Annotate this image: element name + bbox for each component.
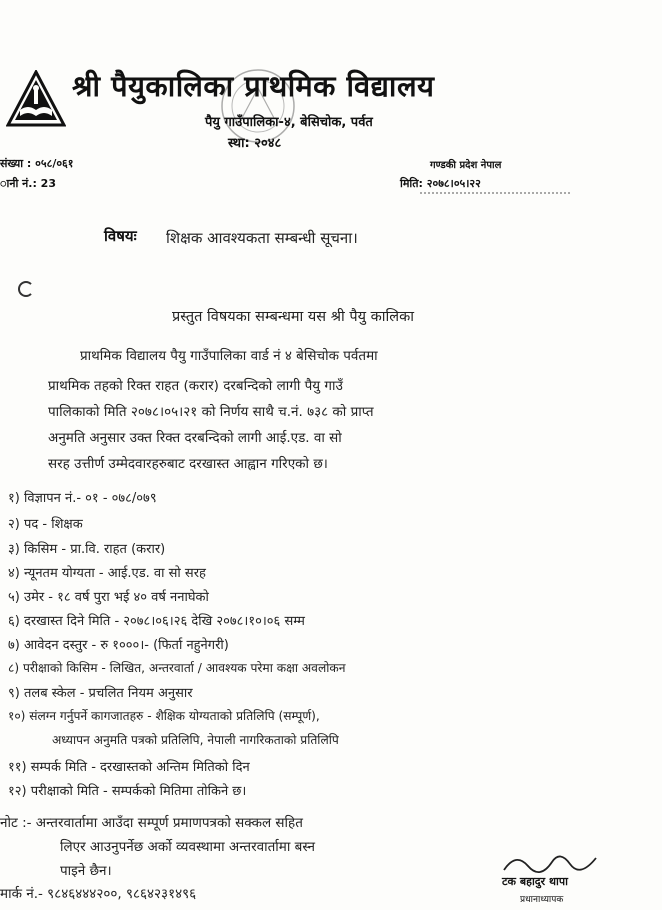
subject-label: विषयः <box>104 227 137 245</box>
body-line-4: पालिकाको मिति २०७८।०५।२१ को निर्णय साथै च.नं. ७३८ को प्राप्त <box>48 404 374 420</box>
school-logo <box>6 70 66 130</box>
letter-number: संख्या : ०५८/०६१ <box>0 157 74 170</box>
established-year: स्था: २०४८ <box>228 136 282 151</box>
item-qualification: ४) न्यूनतम योग्यता - आई.एड. वा सो सरह <box>8 566 206 581</box>
item-exam-date: १२) परीक्षाको मिति - सम्पर्कको मितिमा तोकिने छ। <box>8 784 247 799</box>
item-type: ३) किसिम - प्रा.वि. राहत (करार) <box>8 542 166 557</box>
item-fee: ७) आवेदन दस्तुर - रु १०००।- (फिर्ता नहुनेगरी) <box>8 638 229 653</box>
school-address: पैयु गाउँपालिका-४, बेसिचोक, पर्वत <box>205 115 373 130</box>
province-name: गण्डकी प्रदेश नेपाल <box>430 160 502 171</box>
signatory-title: प्रधानाध्यापक <box>520 895 564 905</box>
body-line-2: प्राथमिक विद्यालय पैयु गाउँपालिका वार्ड नं ४ बेसिचोक पर्वतमा <box>80 348 378 364</box>
item-documents: १०) संलग्न गर्नुपर्ने कागजातहरु - शैक्षिक योग्यताको प्रतिलिपि (सम्पूर्ण), <box>8 709 320 723</box>
signatory-name: टक बहादुर थापा <box>502 875 568 888</box>
item-documents-cont: अध्यापन अनुमति पत्रको प्रतिलिपि, नेपाली नागरिकताको प्रतिलिपि <box>52 733 339 747</box>
item-advertisement-no: १) विज्ञापन नं.- ०१ - ०७८/०७९ <box>8 491 157 506</box>
item-exam-type: ८) परीक्षाको किसिम - लिखित, अन्तरवार्ता / आवश्यक परेमा कक्षा अवलोकन <box>8 661 346 675</box>
date-underline <box>420 190 580 196</box>
note-line-3: पाइने छैन। <box>60 863 112 879</box>
note-line-1: नोट :- अन्तरवार्तामा आउँदा सम्पूर्ण प्रमाणपत्रको सक्कल सहित <box>0 815 303 831</box>
book-lamp-logo-icon <box>6 70 66 130</box>
body-line-5: अनुमति अनुसार उक्त रिक्त दरबन्दिको लागी आई.एड. वा सो <box>48 430 342 446</box>
contact-numbers: मार्क नं.- ९८४६४४४२००, ९८६४२३१४९६ <box>0 886 197 902</box>
item-post: २) पद - शिक्षक <box>8 517 83 532</box>
dispatch-number: ानी नं.: 23 <box>0 177 56 190</box>
item-application-date: ६) दरखास्त दिने मिति - २०७८।०६।२६ देखि २०७८।१०।०६ सम्म <box>8 614 305 629</box>
body-line-1: प्रस्तुत विषयका सम्बन्धमा यस श्री पैयु कालिका <box>172 309 414 325</box>
subject-text: शिक्षक आवश्यकता सम्बन्धी सूचना। <box>166 229 358 247</box>
item-salary-scale: ९) तलब स्केल - प्रचलित नियम अनुसार <box>8 686 193 701</box>
letter-date: मिति: २०७८।०५।२२ <box>400 177 481 190</box>
body-line-6: सरह उत्तीर्ण उम्मेदवारहरुबाट दरखास्त आह्वान गरिएको छ। <box>48 456 328 472</box>
school-name: श्री पैयुकालिका प्राथमिक विद्यालय <box>72 69 435 103</box>
punch-mark <box>18 281 34 297</box>
item-contact-date: ११) सम्पर्क मिति - दरखास्तको अन्तिम मितिको दिन <box>8 760 250 775</box>
item-age: ५) उमेर - १८ वर्ष पुरा भई ४० वर्ष ननाघेको <box>8 590 209 605</box>
note-line-2: लिएर आउनुपर्नेछ अर्को व्यवस्थामा अन्तरवार्तामा बस्न <box>60 839 316 855</box>
body-line-3: प्राथमिक तहको रिक्त राहत (करार) दरबन्दिको लागी पैयु गाउँ <box>48 378 343 394</box>
